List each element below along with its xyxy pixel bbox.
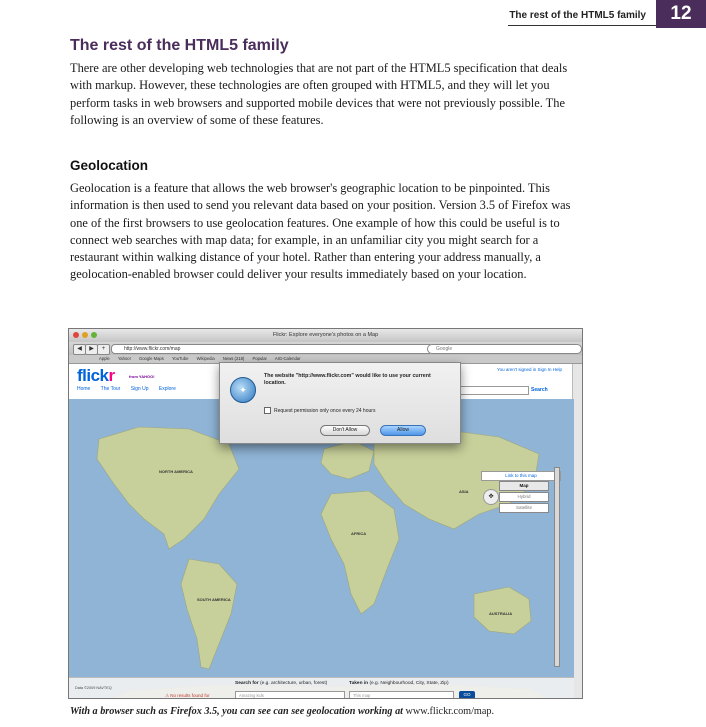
zoom-window-icon (91, 332, 97, 338)
south-america-shape (181, 559, 237, 669)
browser-toolbar (69, 342, 582, 355)
nav-home: Home (77, 386, 91, 392)
reload-icon: + (97, 344, 110, 355)
nav-signup: Sign Up (130, 386, 149, 392)
chapter-number-tab: 12 (656, 0, 706, 28)
map-type-switcher (499, 481, 549, 514)
bookmark-item: News (218) (222, 356, 245, 361)
label-asia: ASIA (459, 489, 469, 494)
geolocation-paragraph: Geolocation is a feature that allows the web browser's geographic location to be pinpointed. This information is then used to send you relevant data based on your position. Version 3.5 of Firefox was one of the first browsers to use geolocation features. One example of how this could be useful is to connect web searches with map data; for example, in an unfamiliar city you might search for a restaurant within walking distance of your hotel. Rather than entering your address manually, a geolocation-enabled browser could deliver your results immediately based on your location. (70, 181, 571, 282)
taken-in-hint: (e.g. Neighbourhood, City, State, Zip) (369, 681, 449, 686)
north-america-shape (97, 427, 239, 549)
world-map-graphic (69, 399, 574, 699)
geolocation-permission-dialog (219, 362, 461, 444)
subsection-title: Geolocation (70, 158, 149, 173)
search-for-input: Amazing kids (235, 691, 345, 699)
africa-shape (321, 491, 399, 614)
flickr-logo (77, 366, 115, 386)
bookmark-item: Yahoo! (117, 356, 131, 361)
label-africa: AFRICA (351, 531, 367, 536)
window-controls (73, 332, 97, 338)
taken-in-label-text: Taken in (349, 681, 369, 686)
label-south-america: SOUTH AMERICA (197, 597, 231, 602)
section-title: The rest of the HTML5 family (70, 37, 289, 54)
bookmark-item: Popular (252, 356, 267, 361)
search-for-label-text: Search for (235, 681, 259, 686)
logo-part-pink: r (108, 366, 115, 385)
close-window-icon (73, 332, 79, 338)
map-type-map: Map (499, 481, 549, 491)
site-nav (77, 386, 185, 392)
caption-url: www.flickr.com/map. (405, 706, 495, 717)
logo-part-blue: flick (77, 366, 109, 385)
account-links: You aren't signed in Sign In Help (497, 367, 562, 372)
link-to-map: Link to this map (481, 471, 561, 481)
europe-shape (321, 441, 374, 479)
label-north-america: NORTH AMERICA (159, 469, 193, 474)
taken-in-label (349, 681, 449, 686)
zoom-slider (554, 467, 560, 667)
window-titlebar (69, 329, 582, 342)
map-type-hybrid: Hybrid (499, 492, 549, 502)
no-results-text: No results found for (170, 693, 210, 698)
intro-paragraph: There are other developing web technologies that are not part of the HTML5 specification that deals with markup. However, these technologies are often grouped with HTML5, and they will let you perform tasks in web browsers and supported mobile devices that were not previously possible. The following is an overview of some of these features. (70, 61, 568, 127)
map-type-satellite: Satellite (499, 503, 549, 513)
nav-tour: The Tour (100, 386, 121, 392)
dialog-message: The website "http://www.flickr.com" would like to use your current location. (264, 373, 431, 386)
safari-compass-icon: ✦ (230, 377, 256, 403)
go-button: GO (459, 691, 475, 699)
map-search-panel (69, 677, 574, 699)
browser-screenshot (68, 328, 583, 699)
search-for-hint: (e.g. architecture, urban, forest) (260, 681, 328, 686)
bookmark-item: Apple (99, 356, 110, 361)
dont-allow-button: Don't Allow (320, 425, 370, 436)
place-search-link: Search (531, 387, 548, 393)
figure-caption (70, 706, 494, 717)
bookmark-item: Wikipedia (196, 356, 215, 361)
caption-text: With a browser such as Firefox 3.5, you can see can see geolocation working at (70, 706, 406, 717)
world-map (69, 399, 574, 699)
bookmark-item: Google Maps (138, 356, 164, 361)
bookmark-item: YouTube (171, 356, 189, 361)
bookmark-item: AIG-Calendar (274, 356, 301, 361)
search-for-label (235, 681, 327, 686)
running-head-rule (508, 25, 663, 26)
taken-in-input: This map (349, 691, 454, 699)
checkbox-box (264, 407, 271, 414)
forward-icon: ▶ (85, 344, 98, 355)
map-credit: Data ©2009 NAVTEQ (75, 686, 112, 690)
allow-button: Allow (380, 425, 426, 436)
label-australia: AUSTRALIA (489, 611, 513, 616)
running-head: The rest of the HTML5 family (509, 10, 646, 21)
browser-search-box: Google (427, 344, 582, 354)
no-results-warning: ⚠ No results found for (165, 693, 210, 698)
minimize-window-icon (82, 332, 88, 338)
url-bar: http://www.flickr.com/map (111, 344, 433, 354)
back-icon: ◀ (73, 344, 86, 355)
yahoo-tag: from YAHOO! (129, 374, 155, 379)
remember-permission-checkbox (264, 407, 375, 414)
map-pan-control-icon: ✥ (483, 489, 499, 505)
nav-explore: Explore (158, 386, 176, 392)
window-title: Flickr: Explore everyone's photos on a Map (272, 332, 379, 338)
checkbox-label: Request permission only once every 24 hours (274, 407, 376, 414)
